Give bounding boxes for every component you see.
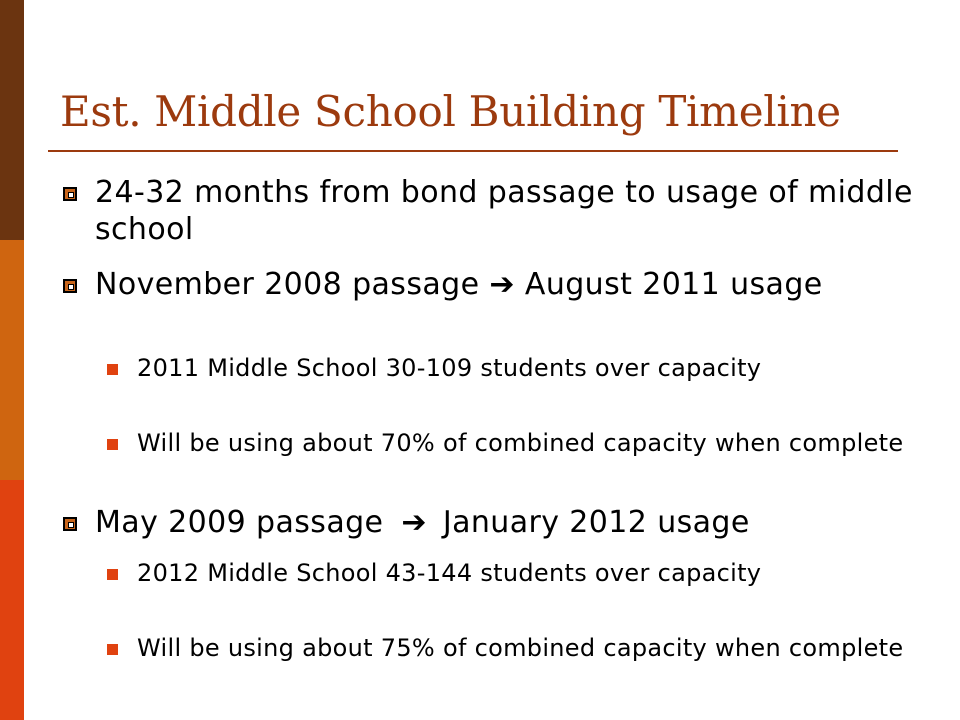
right-arrow-icon: ➔	[489, 267, 515, 302]
bullet-text-before-arrow: May 2009 passage	[95, 505, 384, 540]
sub-bullet-item: Will be using about 70% of combined capacity when complete	[137, 429, 904, 457]
right-arrow-icon: ➔	[401, 505, 427, 540]
sub-bullet-item: 2012 Middle School 43-144 students over capacity	[137, 559, 762, 587]
box-bullet-icon	[63, 517, 77, 531]
square-bullet-icon	[107, 439, 118, 450]
bullet-item-3	[95, 504, 915, 541]
box-bullet-icon	[63, 187, 77, 201]
slide-title: Est. Middle School Building Timeline	[60, 87, 841, 136]
bullet-item-1: 24-32 months from bond passage to usage of middle school	[95, 175, 913, 247]
bullet-item-2	[95, 266, 915, 303]
bullet-text-after-arrow: January 2012 usage	[442, 505, 750, 540]
sub-bullet-item: Will be using about 75% of combined capacity when complete	[137, 634, 904, 662]
box-bullet-icon	[63, 279, 77, 293]
square-bullet-icon	[107, 364, 118, 375]
square-bullet-icon	[107, 569, 118, 580]
bullet-text-before-arrow: November 2008 passage	[95, 267, 480, 302]
sub-bullet-item: 2011 Middle School 30-109 students over capacity	[137, 354, 762, 382]
square-bullet-icon	[107, 644, 118, 655]
bullet-text-after-arrow: August 2011 usage	[524, 267, 823, 302]
